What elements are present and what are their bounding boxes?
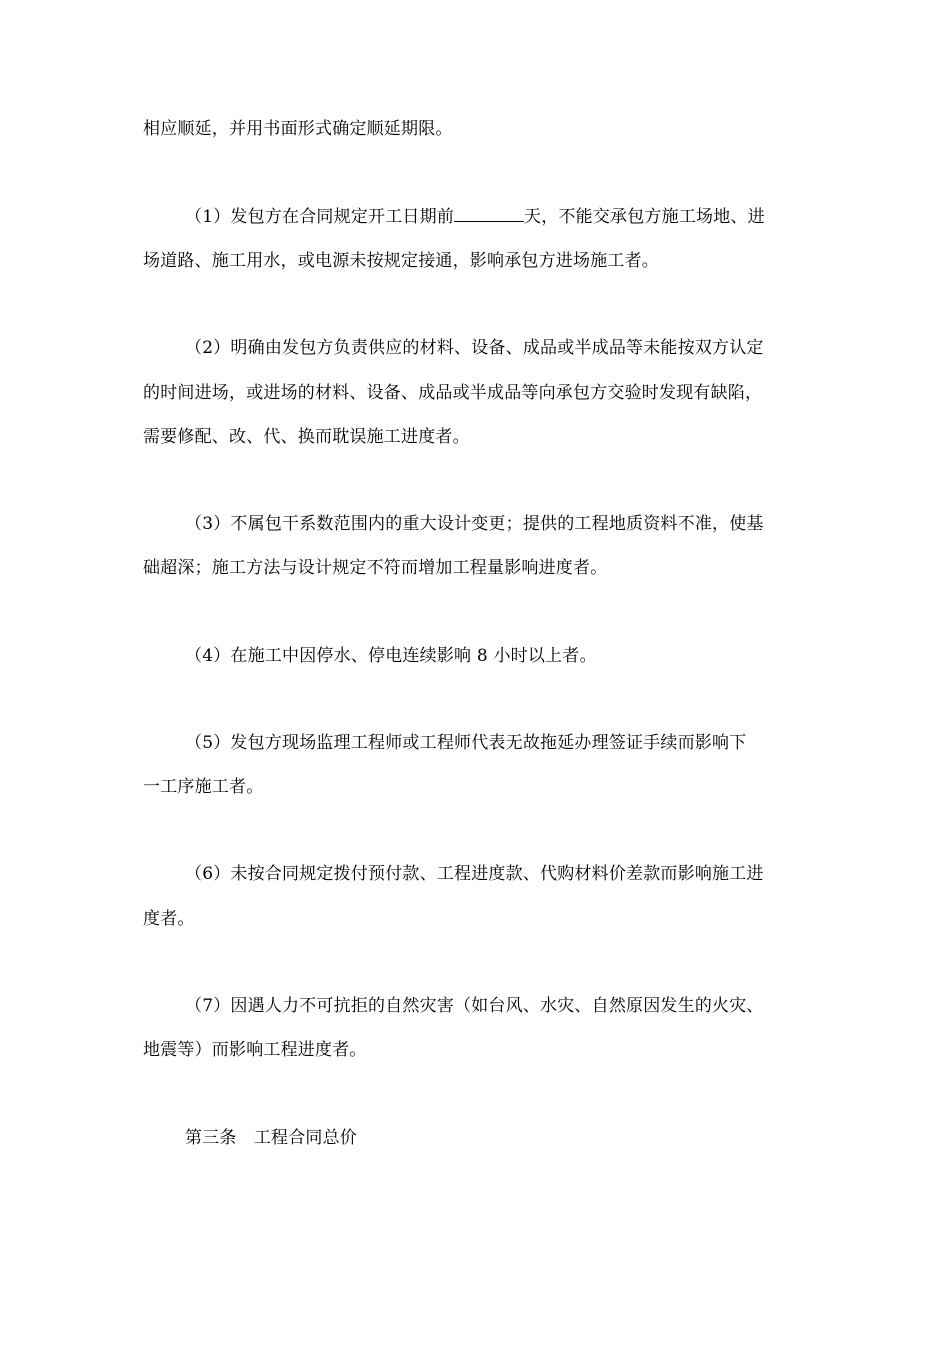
article-3-heading: 第三条 工程合同总价 <box>185 1128 357 1148</box>
item-5-line-2: 一工序施工者。 <box>143 777 264 797</box>
item-1-text-after-blank: 天，不能交承包方施工场地、进 <box>524 207 765 227</box>
item-4-line-1: （4）在施工中因停水、停电连续影响 8 小时以上者。 <box>185 646 597 666</box>
item-3-line-1: （3）不属包干系数范围内的重大设计变更；提供的工程地质资料不准，使基 <box>185 514 764 534</box>
item-1-text-before-blank: （1）发包方在合同规定开工日期前 <box>185 207 455 227</box>
item-6-line-2: 度者。 <box>143 909 195 929</box>
continuation-line: 相应顺延，并用书面形式确定顺延期限。 <box>143 119 453 139</box>
item-2-line-1: （2）明确由发包方负责供应的材料、设备、成品或半成品等未能按双方认定 <box>185 338 764 358</box>
item-6-line-1: （6）未按合同规定拨付预付款、工程进度款、代购材料价差款而影响施工进 <box>185 864 764 884</box>
item-7-line-1: （7）因遇人力不可抗拒的自然灾害（如台风、水灾、自然原因发生的火灾、 <box>185 996 764 1016</box>
item-3-line-2: 础超深；施工方法与设计规定不符而增加工程量影响进度者。 <box>143 558 608 578</box>
item-5-line-1: （5）发包方现场监理工程师或工程师代表无故拖延办理签证手续而影响下 <box>185 733 747 753</box>
item-1-line-1 <box>185 205 808 229</box>
item-2-line-2: 的时间进场，或进场的材料、设备、成品或半成品等向承包方交验时发现有缺陷， <box>143 383 763 403</box>
days-blank-field <box>454 205 524 222</box>
item-7-line-2: 地震等）而影响工程进度者。 <box>143 1040 367 1060</box>
item-1-line-2: 场道路、施工用水，或电源未按规定接通，影响承包方进场施工者。 <box>143 251 659 271</box>
item-2-line-3: 需要修配、改、代、换而耽误施工进度者。 <box>143 427 470 447</box>
